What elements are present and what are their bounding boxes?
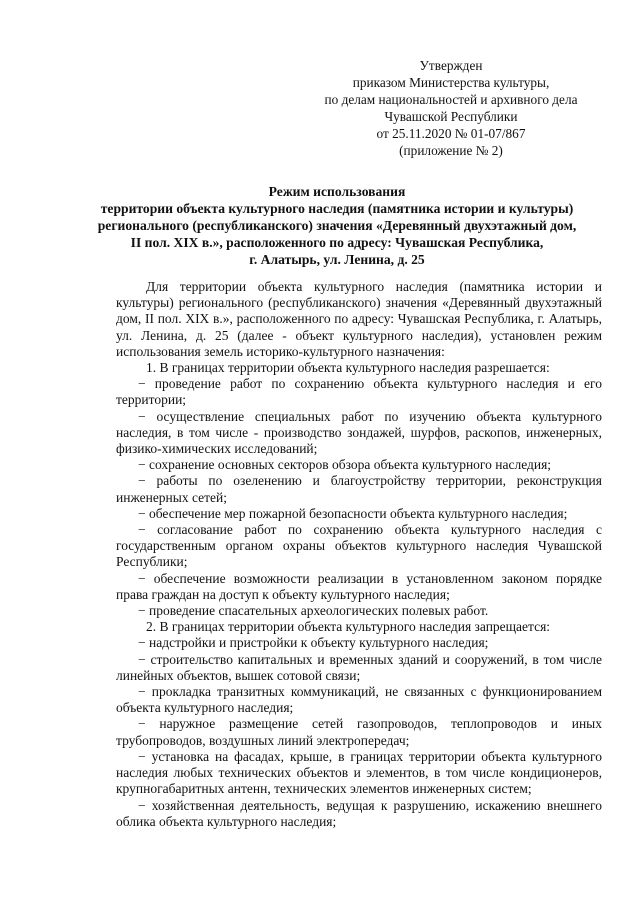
- list-item: − хозяйственная деятельность, ведущая к разрушению, искажению внешнего облика объекта культурного наследия;: [116, 797, 602, 829]
- list-item: − сохранение основных секторов обзора объекта культурного наследия;: [138, 457, 552, 473]
- approval-line: от 25.11.2020 № 01-07/867: [376, 126, 526, 141]
- list-item: − работы по озеленению и благоустройству территории, реконструкция инженерных сетей;: [116, 473, 602, 505]
- list-item: − проведение спасательных археологических полевых работ.: [138, 603, 489, 619]
- title-line: территории объекта культурного наследия (памятника истории и культуры): [100, 201, 574, 216]
- list-item: − осуществление специальных работ по изучению объекта культурного наследия, в том числе - производство зондажей, шурфов, раскопов, инженерных, физико-химических исследований;: [116, 408, 602, 457]
- list-item: − обеспечение возможности реализации в установленном законом порядке права граждан на доступ к объекту культурного наследия;: [116, 570, 602, 602]
- list-item: − наружное размещение сетей газопроводов, теплопроводов и иных трубопроводов, воздушных линий электропередач;: [116, 716, 602, 748]
- list-item: − проведение работ по сохранению объекта культурного наследия и его территории;: [116, 376, 602, 408]
- list-item: − надстройки и пристройки к объекту культурного наследия;: [138, 635, 489, 651]
- approval-stamp: [300, 57, 602, 159]
- list-item: − строительство капитальных и временных зданий и сооружений, в том числе линейных объектов, вышек сотовой связи;: [116, 651, 602, 683]
- title-line: II пол. XIX в.», расположенного по адресу: Чувашская Республика,: [130, 235, 544, 250]
- section-heading: 2. В границах территории объекта культурного наследия запрещается:: [146, 619, 551, 635]
- approval-line: Утвержден: [419, 58, 483, 73]
- approval-line: (приложение № 2): [399, 143, 503, 158]
- list-item: − согласование работ по сохранению объекта культурного наследия с государственным органом охраны объектов культурного наследия Чувашской Республики;: [116, 522, 602, 570]
- intro-paragraph: Для территории объекта культурного наследия (памятника истории и культуры) регионального (республиканского) значения «Деревянный двухэтажный дом, II пол. XIX в.», расположенного по адресу: Чувашская Республика, г. Алатырь, ул. Ленина, д. 25 (далее - объект культурного наследия), установлен режим использования земель историко-культурного назначения:: [116, 279, 602, 359]
- title-line: Режим использования: [268, 184, 406, 199]
- approval-line: Чувашской Республики: [384, 109, 518, 124]
- section-heading: 1. В границах территории объекта культурного наследия разрешается:: [146, 360, 550, 376]
- approval-line: приказом Министерства культуры,: [352, 75, 550, 90]
- title-line: г. Алатырь, ул. Ленина, д. 25: [249, 252, 425, 267]
- document-body: [116, 279, 602, 830]
- list-item: − обеспечение мер пожарной безопасности объекта культурного наследия;: [138, 505, 568, 521]
- document-title: [72, 183, 602, 268]
- list-item: − прокладка транзитных коммуникаций, не связанных с функционированием объекта культурного наследия;: [116, 684, 602, 716]
- list-item: − установка на фасадах, крыше, в границах территории объекта культурного наследия любых технических объектов и элементов, в том числе кондиционеров, крупногабаритных антенн, технических элементов инженерных систем;: [116, 748, 602, 797]
- approval-line: по делам национальностей и архивного дела: [324, 92, 578, 107]
- title-line: регионального (республиканского) значения «Деревянный двухэтажный дом,: [97, 218, 577, 233]
